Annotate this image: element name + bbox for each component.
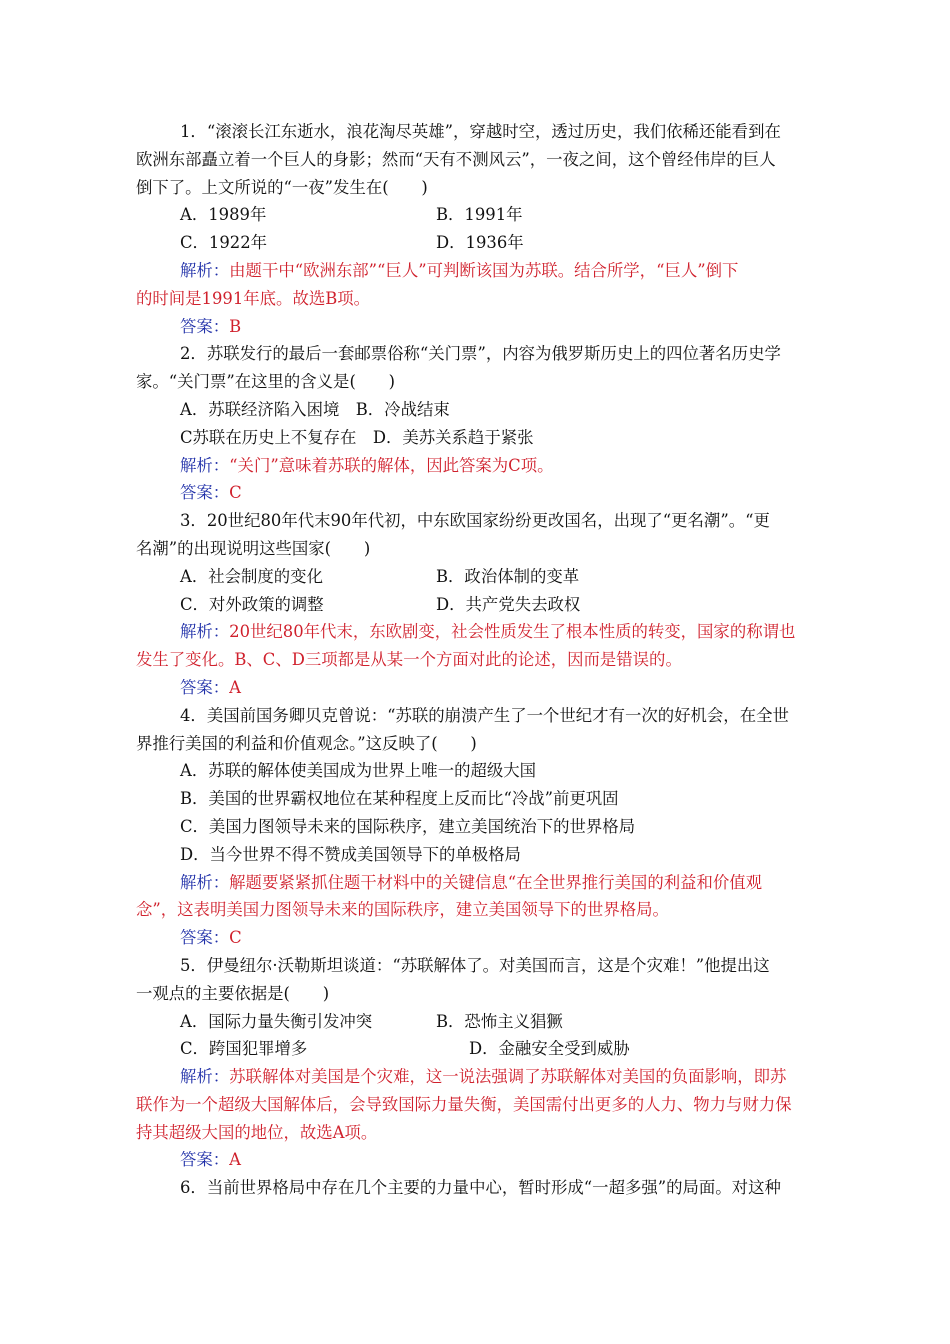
answer-label: 答案： (180, 1150, 230, 1170)
analysis-label: 解析： (180, 872, 230, 892)
option-row: C苏联在历史上不复存在 D．美苏关系趋于紧张 (180, 427, 534, 447)
question-stem-line: 界推行美国的利益和价值观念。”这反映了( ) (136, 733, 477, 753)
option-a: A．苏联的解体使美国成为世界上唯一的超级大国 (180, 761, 537, 781)
option-d: D．当今世界不得不赞成美国领导下的单极格局 (180, 844, 521, 864)
option-b: B．美国的世界霸权地位在某种程度上反而比“冷战”前更巩固 (180, 789, 619, 809)
answer-value: C (229, 483, 242, 503)
answer-line (136, 674, 816, 702)
option-c: C．美国力图领导未来的国际秩序，建立美国统治下的世界格局 (180, 816, 636, 836)
question-stem-line: 名潮”的出现说明这些国家( ) (136, 538, 371, 558)
analysis-line (136, 257, 816, 285)
answer-line (136, 479, 816, 507)
answer-label: 答案： (180, 483, 230, 503)
question-stem-line: 5．伊曼纽尔·沃勒斯坦谈道：“苏联解体了。对美国而言，这是个灾难！”他提出这 (180, 955, 770, 975)
option-row (136, 201, 816, 229)
analysis-text: 由题干中“欧洲东部”“巨人”可判断该国为苏联。结合所学，“巨人”倒下 (229, 260, 739, 280)
answer-line (136, 924, 816, 952)
question-stem-line: 4．美国前国务卿贝克曾说：“苏联的崩溃产生了一个世纪才有一次的好机会，在全世 (180, 705, 789, 725)
option-c: C．跨国犯罪增多 (180, 1039, 308, 1059)
analysis-text: 20世纪80年代末，东欧剧变，社会性质发生了根本性质的转变，国家的称谓也 (229, 622, 796, 642)
option-a: A．社会制度的变化 (180, 566, 323, 586)
option-row (136, 563, 816, 591)
option-b: B．恐怖主义猖獗 (436, 1011, 563, 1031)
analysis-text: 的时间是1991年底。故选B项。 (136, 288, 371, 308)
answer-value: C (229, 928, 242, 948)
answer-label: 答案： (180, 928, 230, 948)
option-c: C．1922年 (180, 233, 268, 253)
answer-line (136, 313, 816, 341)
question-stem-line: 倒下了。上文所说的“一夜”发生在( ) (136, 177, 428, 197)
question-1 (136, 118, 816, 340)
option-b: B．1991年 (436, 205, 523, 225)
analysis-line (136, 1063, 816, 1091)
analysis-line (136, 452, 816, 480)
question-5 (136, 952, 816, 1174)
analysis-line (136, 869, 816, 897)
question-4 (136, 702, 816, 952)
option-b: B．政治体制的变革 (436, 566, 580, 586)
question-stem-line: 一观点的主要依据是( ) (136, 983, 330, 1003)
question-2 (136, 340, 816, 507)
analysis-text: 解题要紧紧抓住题干材料中的关键信息“在全世界推行美国的利益和价值观 (229, 872, 763, 892)
option-row (136, 1008, 816, 1036)
question-6 (136, 1174, 816, 1202)
option-row: A．苏联经济陷入困境 B．冷战结束 (180, 399, 450, 419)
option-row (136, 591, 816, 619)
analysis-label: 解析： (180, 622, 230, 642)
analysis-text: 念”，这表明美国力图领导未来的国际秩序，建立美国领导下的世界格局。 (136, 900, 669, 920)
analysis-label: 解析： (180, 260, 230, 280)
question-stem-line: 欧洲东部矗立着一个巨人的身影；然而“天有不测风云”，一夜之间，这个曾经伟岸的巨人 (136, 149, 776, 169)
question-stem-line: 家。“关门票”在这里的含义是( ) (136, 372, 396, 392)
analysis-text: 苏联解体对美国是个灾难，这一说法强调了苏联解体对美国的负面影响，即苏 (229, 1067, 787, 1087)
answer-line (136, 1146, 816, 1174)
analysis-label: 解析： (180, 1067, 230, 1087)
question-3 (136, 507, 816, 702)
answer-value: B (229, 316, 242, 336)
question-stem-line: 1．“滚滚长江东逝水，浪花淘尽英雄”，穿越时空，透过历史，我们依稀还能看到在 (180, 122, 781, 141)
analysis-text: 联作为一个超级大国解体后，会导致国际力量失衡，美国需付出更多的人力、物力与财力保 (136, 1094, 792, 1114)
analysis-text: “关门”意味着苏联的解体，因此答案为C项。 (229, 455, 554, 475)
answer-label: 答案： (180, 677, 230, 697)
document-page (136, 118, 816, 1202)
question-stem-line: 3．20世纪80年代末90年代初，中东欧国家纷纷更改国名，出现了“更名潮”。“更 (180, 511, 770, 531)
analysis-text: 发生了变化。B、C、D三项都是从某一个方面对此的论述，因而是错误的。 (136, 650, 682, 670)
option-row (136, 229, 816, 257)
question-stem-line: 2．苏联发行的最后一套邮票俗称“关门票”，内容为俄罗斯历史上的四位著名历史学 (180, 344, 781, 364)
option-row (136, 1035, 816, 1063)
analysis-label: 解析： (180, 455, 230, 475)
option-a: A．国际力量失衡引发冲突 (180, 1011, 373, 1031)
analysis-text: 持其超级大国的地位，故选A项。 (136, 1122, 378, 1142)
answer-value: A (229, 1150, 242, 1170)
analysis-line (136, 618, 816, 646)
option-d: D．1936年 (436, 233, 524, 253)
option-d: D．金融安全受到威胁 (469, 1039, 630, 1059)
question-stem-line: 6．当前世界格局中存在几个主要的力量中心，暂时形成“一超多强”的局面。对这种 (180, 1178, 781, 1198)
option-c: C．对外政策的调整 (180, 594, 324, 614)
answer-value: A (229, 677, 242, 697)
option-d: D．共产党失去政权 (436, 594, 581, 614)
option-a: A．1989年 (180, 205, 267, 225)
answer-label: 答案： (180, 316, 230, 336)
